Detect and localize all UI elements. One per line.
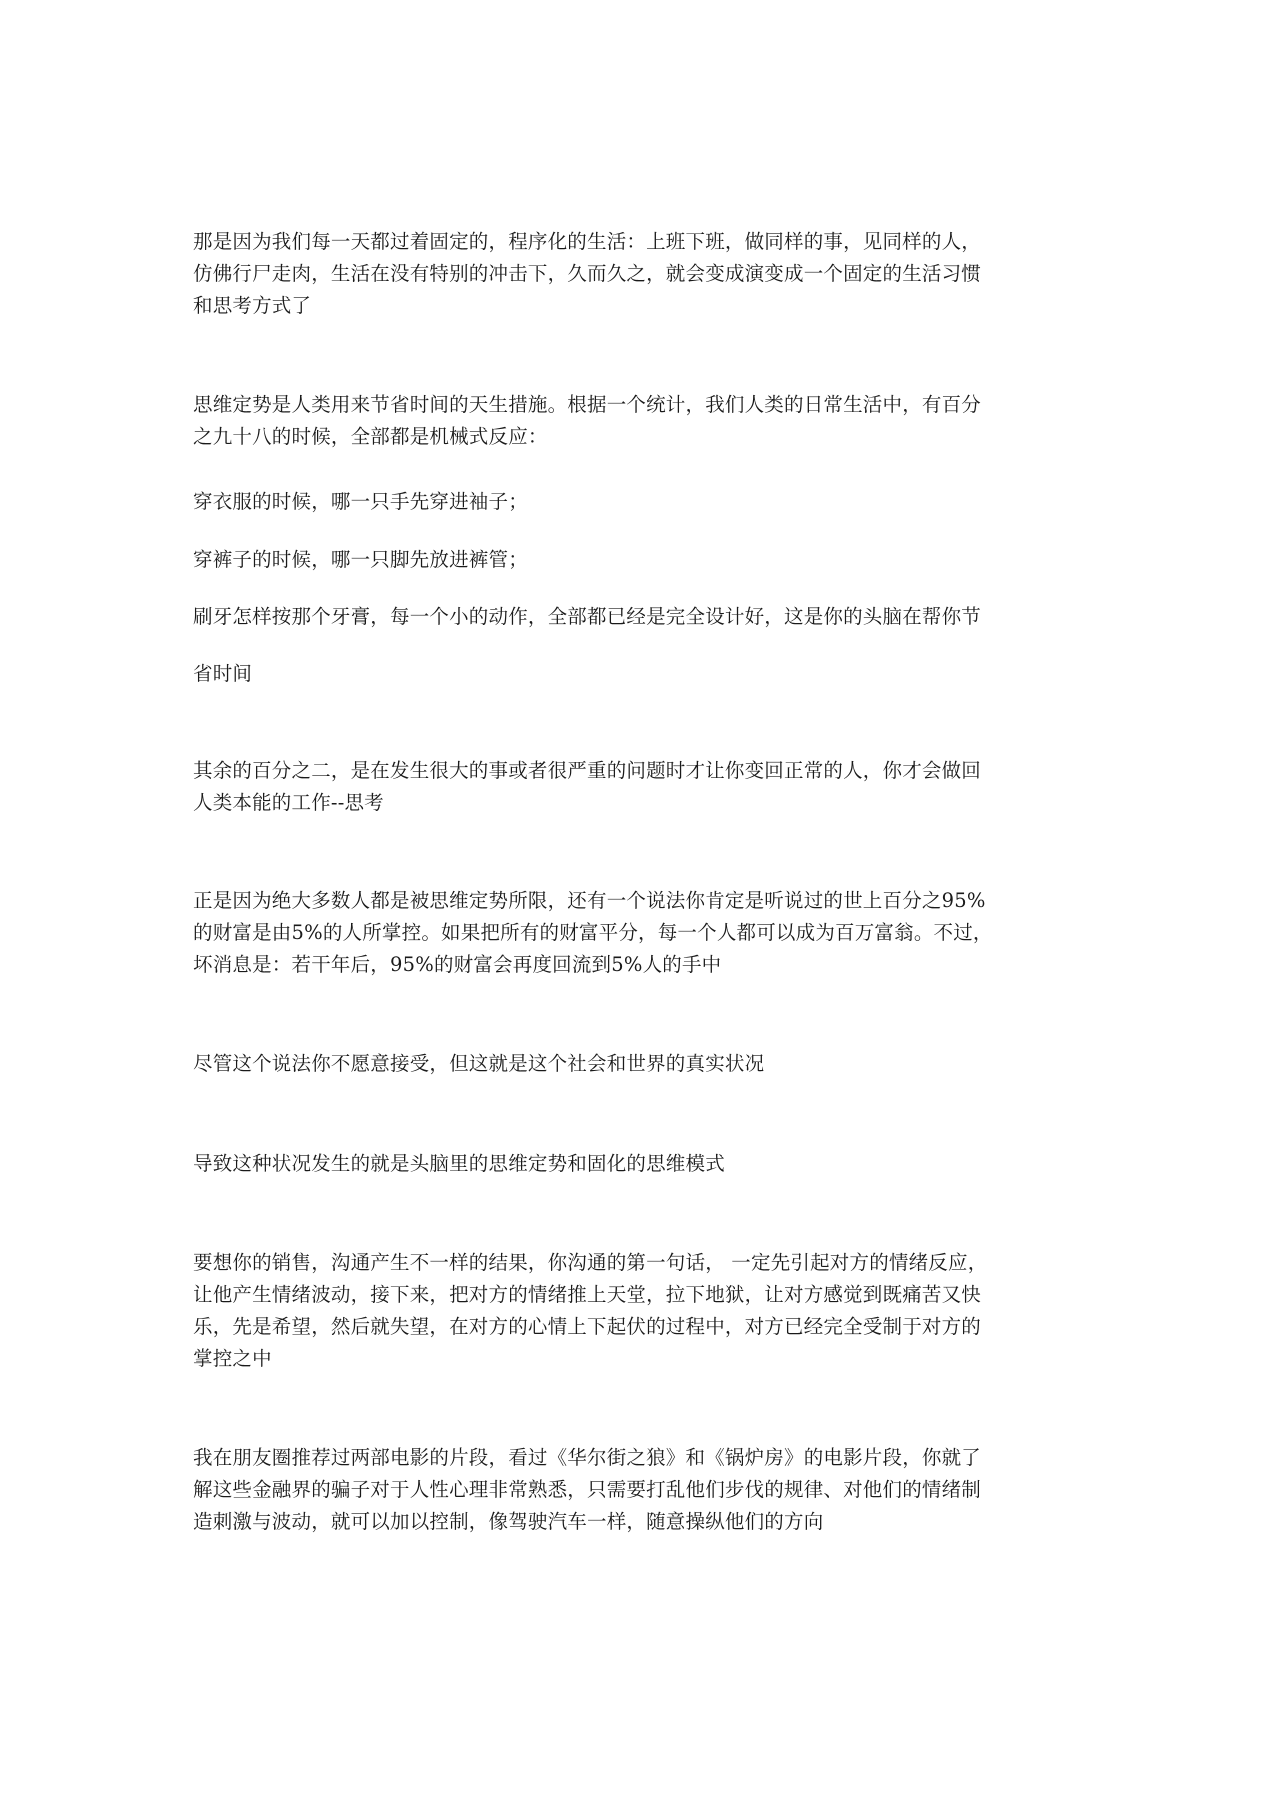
paragraph-remaining-two-percent	[193, 755, 1093, 819]
text-line: 尽管这个说法你不愿意接受，但这就是这个社会和世界的真实状况	[193, 1052, 765, 1075]
paragraph-wealth-distribution	[193, 885, 1093, 981]
paragraph-trousers-example	[193, 544, 1093, 576]
paragraph-mindset-statistic	[193, 389, 1093, 453]
text-line: 乐，先是希望，然后就失望，在对方的心情上下起伏的过程中，对方已经完全受制于对方的	[193, 1315, 982, 1338]
text-line: 造刺激与波动，就可以加以控制，像驾驶汽车一样，随意操纵他们的方向	[193, 1510, 824, 1533]
text-line: 那是因为我们每一天都过着固定的，程序化的生活：上班下班，做同样的事，见同样的人，	[193, 230, 982, 253]
text-line: 掌控之中	[193, 1347, 272, 1370]
text-line: 解这些金融界的骗子对于人性心理非常熟悉，只需要打乱他们步伐的规律、对他们的情绪制	[193, 1478, 982, 1501]
paragraph-sales-communication	[193, 1247, 1093, 1375]
text-line: 刷牙怎样按那个牙膏，每一个小的动作，全部都已经是完全设计好，这是你的头脑在帮你节	[193, 605, 982, 628]
text-line: 导致这种状况发生的就是头脑里的思维定势和固化的思维模式	[193, 1152, 725, 1175]
text-line: 我在朋友圈推荐过两部电影的片段，看过《华尔街之狼》和《锅炉房》的电影片段，你就了	[193, 1446, 982, 1469]
text-line: 其余的百分之二，是在发生很大的事或者很严重的问题时才让你变回正常的人，你才会做回	[193, 759, 982, 782]
text-line: 要想你的销售，沟通产生不一样的结果，你沟通的第一句话， 一定先引起对方的情绪反应，	[193, 1251, 988, 1274]
text-line: 和思考方式了	[193, 294, 312, 317]
text-line: 仿佛行尸走肉，生活在没有特别的冲击下，久而久之，就会变成演变成一个固定的生活习惯	[193, 262, 982, 285]
text-line: 人类本能的工作--思考	[193, 791, 384, 814]
text-line: 穿衣服的时候，哪一只手先穿进袖子；	[193, 490, 528, 513]
paragraph-cause	[193, 1148, 1093, 1180]
paragraph-routine-life	[193, 226, 1093, 322]
text-line: 坏消息是：若干年后，95%的财富会再度回流到5%人的手中	[193, 953, 722, 976]
text-line: 思维定势是人类用来节省时间的天生措施。根据一个统计，我们人类的日常生活中，有百分	[193, 393, 982, 416]
text-line: 省时间	[193, 662, 253, 685]
text-line: 的财富是由5%的人所掌控。如果把所有的财富平分，每一个人都可以成为百万富翁。不过，	[193, 921, 993, 944]
paragraph-reality	[193, 1048, 1093, 1080]
paragraph-movie-recommendation	[193, 1442, 1093, 1538]
text-line: 之九十八的时候，全部都是机械式反应：	[193, 425, 548, 448]
paragraph-toothpaste-example	[193, 601, 1093, 633]
paragraph-save-time	[193, 658, 1093, 690]
paragraph-clothes-example	[193, 486, 1093, 518]
text-line: 正是因为绝大多数人都是被思维定势所限，还有一个说法你肯定是听说过的世上百分之95%	[193, 889, 986, 912]
text-line: 让他产生情绪波动，接下来，把对方的情绪推上天堂，拉下地狱，让对方感觉到既痛苦又快	[193, 1283, 982, 1306]
text-line: 穿裤子的时候，哪一只脚先放进裤管；	[193, 548, 528, 571]
